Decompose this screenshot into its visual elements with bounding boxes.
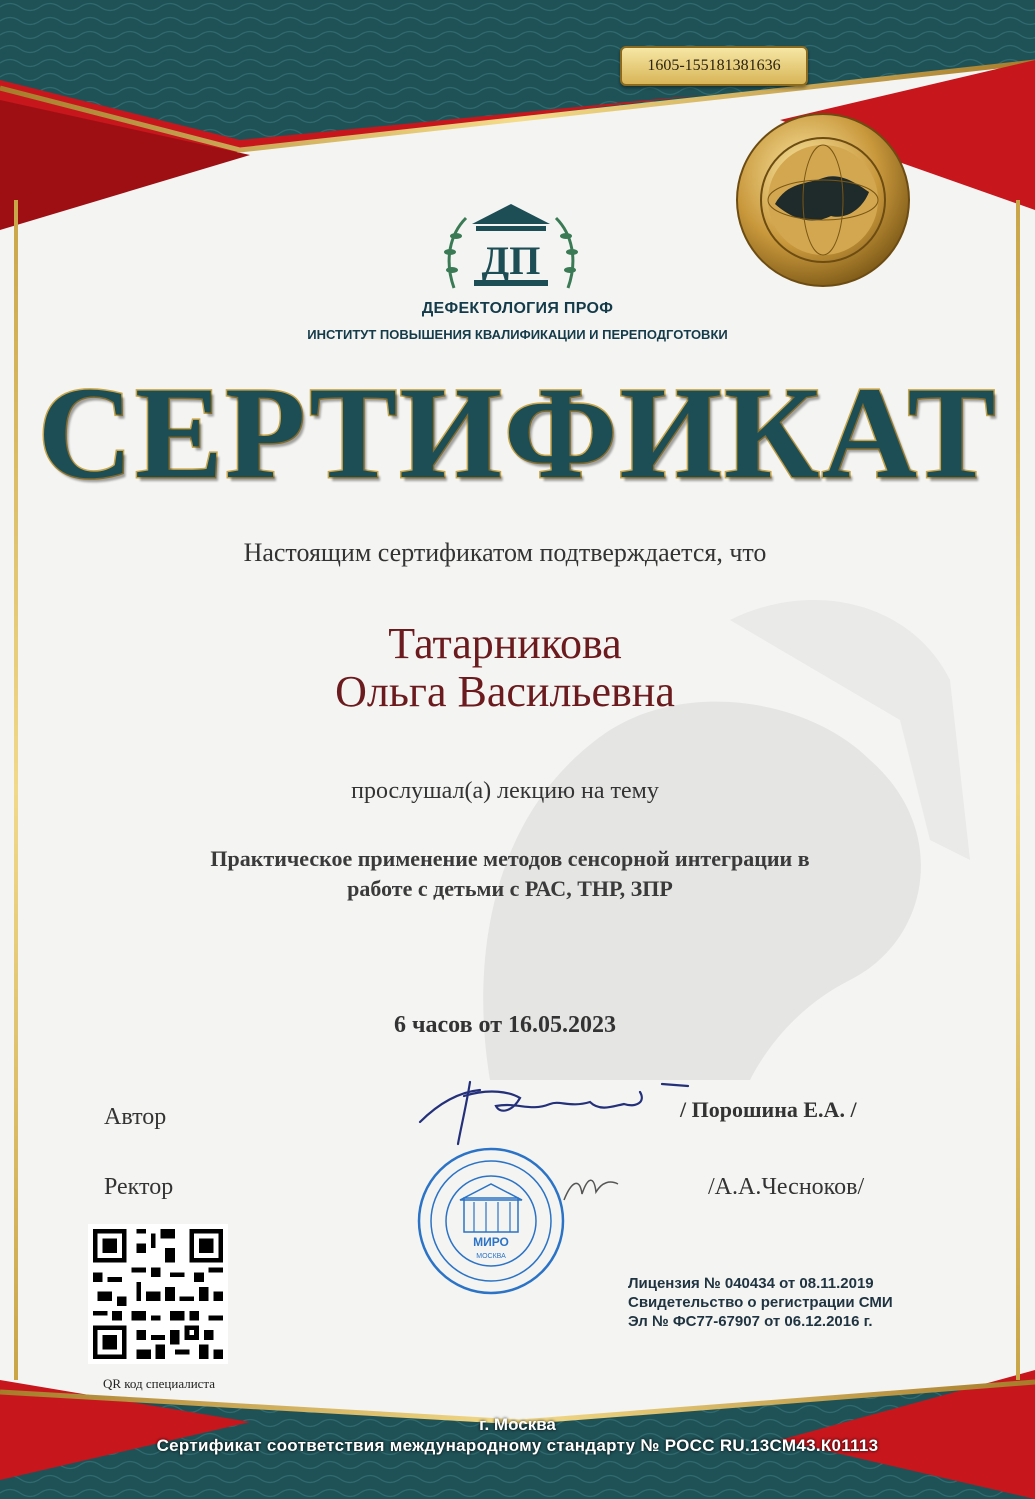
hours-and-date: 6 часов от 16.05.2023 bbox=[393, 1012, 617, 1038]
qr-code-icon bbox=[88, 1224, 228, 1364]
qr-caption: QR код специалиста bbox=[102, 1376, 216, 1391]
recipient-name bbox=[0, 620, 1010, 716]
recipient-first-middle-name: Ольга Васильевна bbox=[335, 667, 675, 716]
confirmation-text: Настоящим сертификатом подтверждается, что bbox=[243, 538, 767, 567]
footer-city: г. Москва bbox=[479, 1415, 556, 1434]
recipient-last-name: Татарникова bbox=[388, 619, 622, 668]
logo-text: ДП bbox=[481, 238, 541, 283]
stamp-center-text: МИРО bbox=[473, 1235, 509, 1249]
license-info bbox=[628, 1274, 893, 1331]
institute-stamp-icon bbox=[416, 1146, 566, 1296]
license-line-1: Лицензия № 040434 от 08.11.2019 bbox=[628, 1275, 874, 1292]
stamp-city-text: МОСКВА bbox=[476, 1253, 506, 1260]
footer-standard: Сертификат соответствия международному стандарту № РОСС RU.13СМ43.К01113 bbox=[156, 1436, 879, 1455]
license-line-3: Эл № ФС77-67907 от 06.12.2016 г. bbox=[628, 1313, 873, 1330]
organization-subtitle: ИНСТИТУТ ПОВЫШЕНИЯ КВАЛИФИКАЦИИ И ПЕРЕПОДГОТОВКИ bbox=[307, 327, 728, 342]
author-label: Автор bbox=[104, 1104, 167, 1130]
lecture-topic bbox=[130, 844, 890, 904]
registry-seal-icon bbox=[735, 112, 911, 288]
topic-line-2: работе с детьми с РАС, ТНР, ЗПР bbox=[347, 876, 673, 901]
serial-number-badge: 1605-155181381636 bbox=[620, 46, 808, 86]
rector-signature bbox=[560, 1170, 620, 1210]
author-signature bbox=[400, 1062, 690, 1152]
rector-name: /А.А.Чесноков/ bbox=[708, 1174, 865, 1200]
author-name: / Порошина Е.А. / bbox=[680, 1097, 857, 1122]
organization-name: ДЕФЕКТОЛОГИЯ ПРОФ bbox=[421, 300, 614, 317]
topic-line-1: Практическое применение методов сенсорной интеграции в bbox=[210, 846, 810, 871]
license-line-2: Свидетельство о регистрации СМИ bbox=[628, 1294, 893, 1311]
certificate-title: СЕРТИФИКАТ bbox=[37, 359, 998, 506]
rector-label: Ректор bbox=[104, 1174, 174, 1200]
institute-logo-icon bbox=[436, 200, 586, 300]
listened-text: прослушал(а) лекцию на тему bbox=[351, 778, 659, 804]
